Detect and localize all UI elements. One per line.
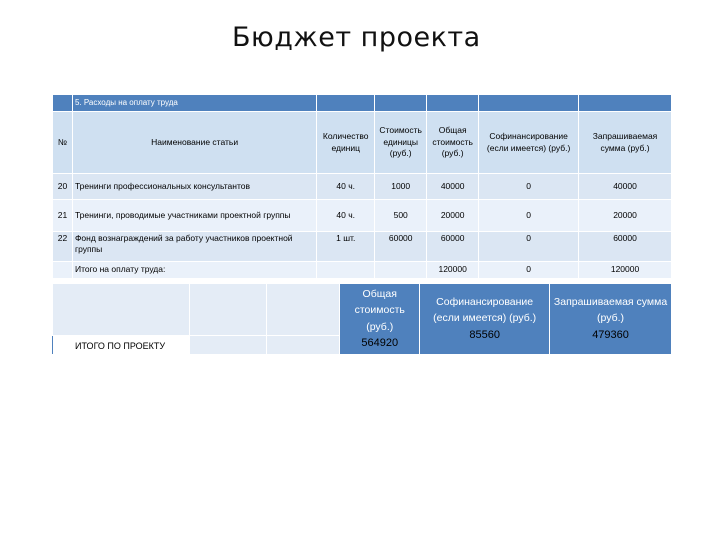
row-total-cost: 20000 [427, 200, 479, 232]
row-cofinancing: 0 [479, 232, 579, 262]
grand-cofinancing-value: 85560 [469, 328, 500, 341]
grand-cofinancing-cell [420, 284, 550, 355]
grand-requested-cell [550, 284, 672, 355]
empty-cell [375, 95, 427, 112]
grand-cofinancing-header: Софинансирование (если имеется) (руб.) [433, 296, 537, 325]
col-header-cofinancing: Софинансирование (если имеется) (руб.) [479, 112, 579, 174]
col-header-unit-cost: Стоимость единицы (руб.) [375, 112, 427, 174]
row-cofinancing: 0 [479, 200, 579, 232]
total-header-row [53, 284, 672, 336]
table-row [53, 174, 672, 200]
empty-cell [189, 335, 266, 354]
row-name: Тренинги профессиональных консультантов [72, 174, 316, 200]
grand-requested-value: 479360 [592, 328, 629, 341]
table-row [53, 200, 672, 232]
grand-total-cost-cell [340, 284, 420, 355]
subtotal-row [53, 262, 672, 279]
empty-cell [53, 95, 73, 112]
col-header-requested: Запрашиваемая сумма (руб.) [579, 112, 672, 174]
empty-cell [579, 95, 672, 112]
empty-cell [266, 335, 340, 354]
row-qty: 1 шт. [317, 232, 375, 262]
project-total-table [52, 283, 672, 355]
grand-total-cost-header: Общая стоимость (руб.) [354, 288, 405, 333]
column-header-row [53, 112, 672, 174]
grand-total-label: ИТОГО ПО ПРОЕКТУ [53, 335, 190, 354]
row-num: 22 [53, 232, 73, 262]
row-requested: 40000 [579, 174, 672, 200]
row-cofinancing: 0 [479, 174, 579, 200]
subtotal-total-cost: 120000 [427, 262, 479, 279]
empty-cell [266, 284, 340, 336]
col-header-num: № [53, 112, 73, 174]
empty-cell [375, 262, 427, 279]
empty-cell [479, 95, 579, 112]
grand-total-cost-value: 564920 [361, 336, 399, 349]
row-num: 21 [53, 200, 73, 232]
empty-cell [317, 262, 375, 279]
empty-cell [53, 262, 73, 279]
row-total-cost: 60000 [427, 232, 479, 262]
subtotal-requested: 120000 [579, 262, 672, 279]
empty-cell [53, 284, 190, 336]
empty-cell [317, 95, 375, 112]
subtotal-label: Итого на оплату труда: [72, 262, 316, 279]
grand-requested-header: Запрашиваемая сумма (руб.) [553, 296, 668, 325]
row-name: Фонд вознаграждений за работу участников проектной группы [72, 232, 316, 262]
subtotal-cofinancing: 0 [479, 262, 579, 279]
table-row [53, 232, 672, 262]
row-total-cost: 40000 [427, 174, 479, 200]
row-unit-cost: 60000 [375, 232, 427, 262]
empty-cell [427, 95, 479, 112]
section-label: 5. Расходы на оплату труда [72, 95, 316, 112]
row-name: Тренинги, проводимые участниками проектной группы [72, 200, 316, 232]
budget-table [52, 94, 672, 279]
col-header-name: Наименование статьи [72, 112, 316, 174]
empty-cell [189, 284, 266, 336]
section-header-row [53, 95, 672, 112]
row-qty: 40 ч. [317, 174, 375, 200]
page-title: Бюджет проекта [232, 22, 481, 53]
row-requested: 60000 [579, 232, 672, 262]
row-unit-cost: 500 [375, 200, 427, 232]
row-num: 20 [53, 174, 73, 200]
row-requested: 20000 [579, 200, 672, 232]
row-qty: 40 ч. [317, 200, 375, 232]
col-header-qty: Количество единиц [317, 112, 375, 174]
col-header-total-cost: Общая стоимость (руб.) [427, 112, 479, 174]
row-unit-cost: 1000 [375, 174, 427, 200]
